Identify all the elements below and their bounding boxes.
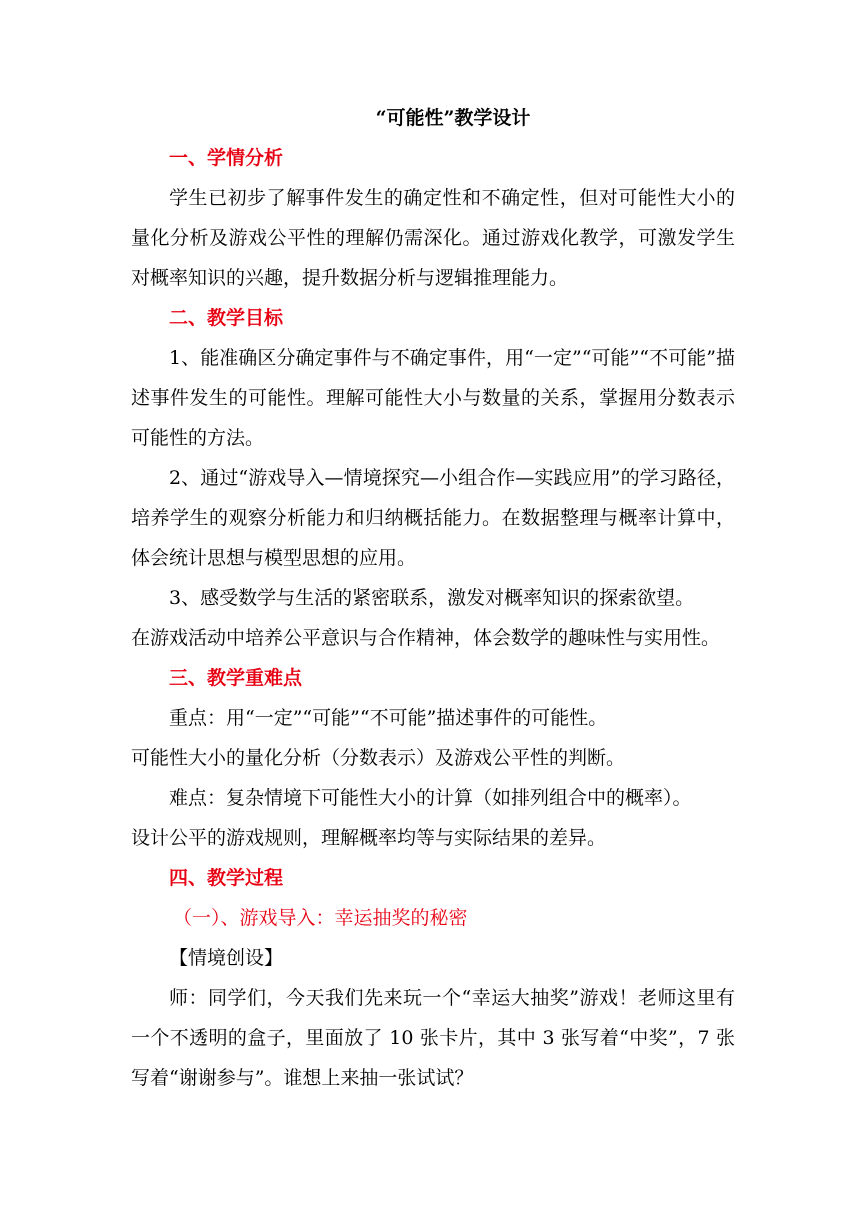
paragraph: 1、能准确区分确定事件与不确定事件，用“一定”“可能”“不可能”描述事件发生的可能性。理解可能性大小与数量的关系，掌握用分数表示可能性的方法。 [131,347,735,449]
paragraph: 师：同学们，今天我们先来玩一个“幸运大抽奖”游戏！老师这里有一个不透明的盒子，里面放了 10 张卡片，其中 3 张写着“中奖”，7 张写着“谢谢参与”。谁想上来抽一张试试？ [131,987,735,1089]
section-heading-2: 二、教学目标 [169,307,284,329]
paragraph: 3、感受数学与生活的紧密联系，激发对概率知识的探索欲望。 [169,587,695,609]
paragraph: 设计公平的游戏规则，理解概率均等与实际结果的差异。 [131,827,607,849]
section-heading-3: 三、教学重难点 [169,667,303,689]
paragraph: 2、通过“游戏导入—情境探究—小组合作—实践应用”的学习路径，培养学生的观察分析能力和归纳概括能力。在数据整理与概率计算中，体会统计思想与模型思想的应用。 [131,467,735,569]
document-title: “可能性”教学设计 [375,107,531,129]
paragraph: 可能性大小的量化分析（分数表示）及游戏公平性的判断。 [131,747,626,769]
section-heading-4: 四、教学过程 [169,867,284,889]
document-page [131,98,735,1098]
paragraph: 在游戏活动中培养公平意识与合作精神，体会数学的趣味性与实用性。 [131,627,721,649]
paragraph: 难点：复杂情境下可能性大小的计算（如排列组合中的概率）。 [169,787,692,809]
bracket-tag: 【情境创设】 [169,947,284,969]
paragraph: 重点：用“一定”“可能”“不可能”描述事件的可能性。 [169,707,608,729]
section-heading-1: 一、学情分析 [169,147,284,169]
subsection-heading: （一）、游戏导入：幸运抽奖的秘密 [173,907,468,929]
paragraph: 学生已初步了解事件发生的确定性和不确定性，但对可能性大小的量化分析及游戏公平性的理解仍需深化。通过游戏化教学，可激发学生对概率知识的兴趣，提升数据分析与逻辑推理能力。 [131,187,735,289]
